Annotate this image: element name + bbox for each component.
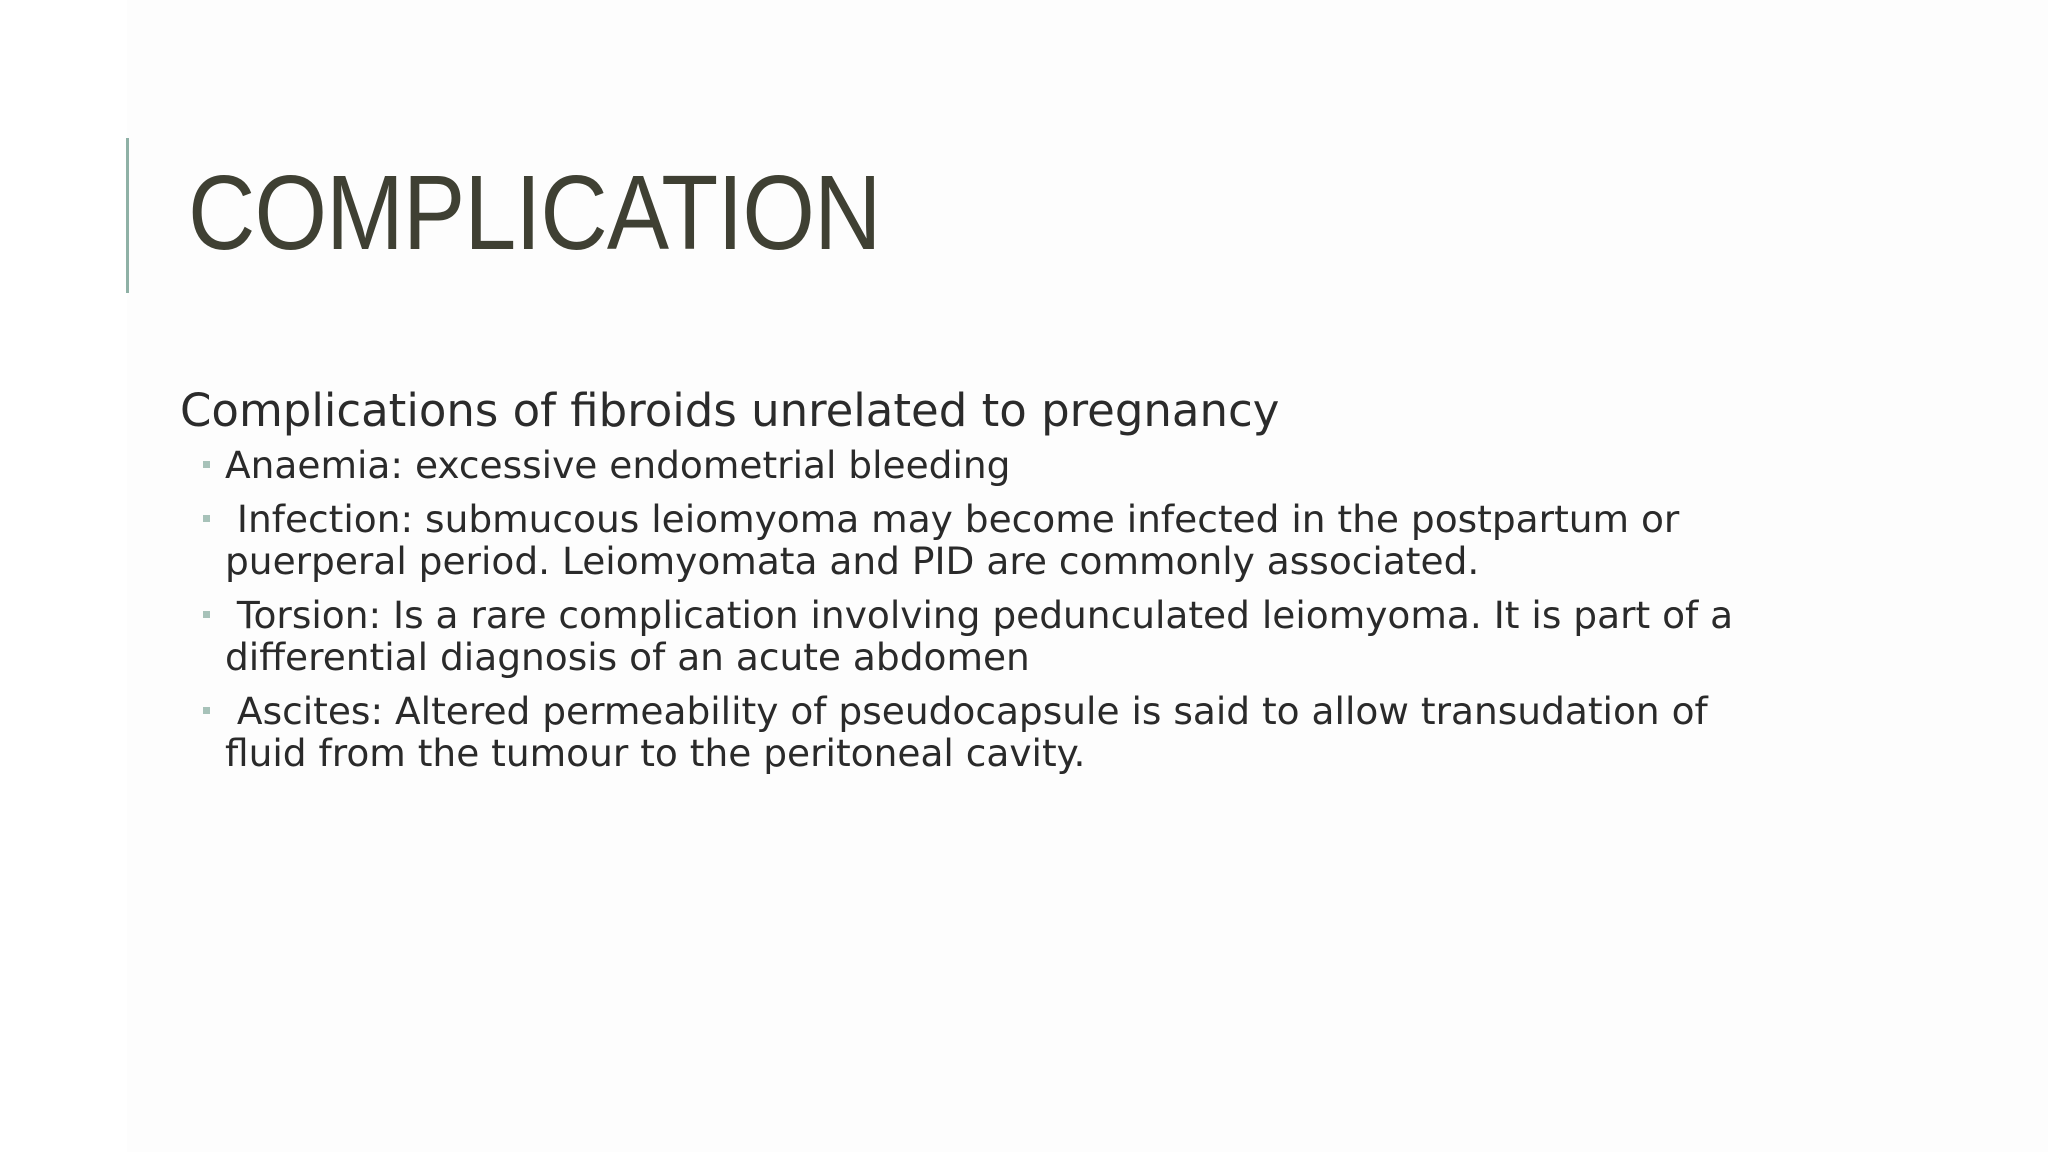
bullet-text: Ascites: Altered permeability of pseudocapsule is said to allow transudation of fluid from the tumour to the peritoneal cavity. <box>225 689 1720 775</box>
bullet-text: Infection: submucous leiomyoma may become infected in the postpartum or puerperal period. Leiomyomata and PID are commonly associated. <box>225 497 1692 583</box>
slide-title: COMPLICATION <box>188 154 881 272</box>
bullet-marker-icon <box>203 707 210 714</box>
bullet-item <box>180 444 1740 486</box>
bullet-item <box>180 593 1746 679</box>
title-accent-bar <box>126 138 129 293</box>
bullet-text: Torsion: Is a rare complication involving pedunculated leiomyoma. It is part of a differential diagnosis of an acute abdomen <box>225 593 1746 679</box>
bullet-marker-icon <box>203 611 210 618</box>
bullet-text: Anaemia: excessive endometrial bleeding <box>225 443 1011 487</box>
bullet-marker-icon <box>203 461 210 468</box>
slide-body <box>180 378 1746 786</box>
bullet-list <box>180 443 1746 775</box>
bullet-item <box>180 690 1740 774</box>
bullet-marker-icon <box>203 515 210 522</box>
bullet-item <box>180 498 1740 582</box>
section-heading: Complications of fibroids unrelated to pregnancy <box>180 384 1280 437</box>
